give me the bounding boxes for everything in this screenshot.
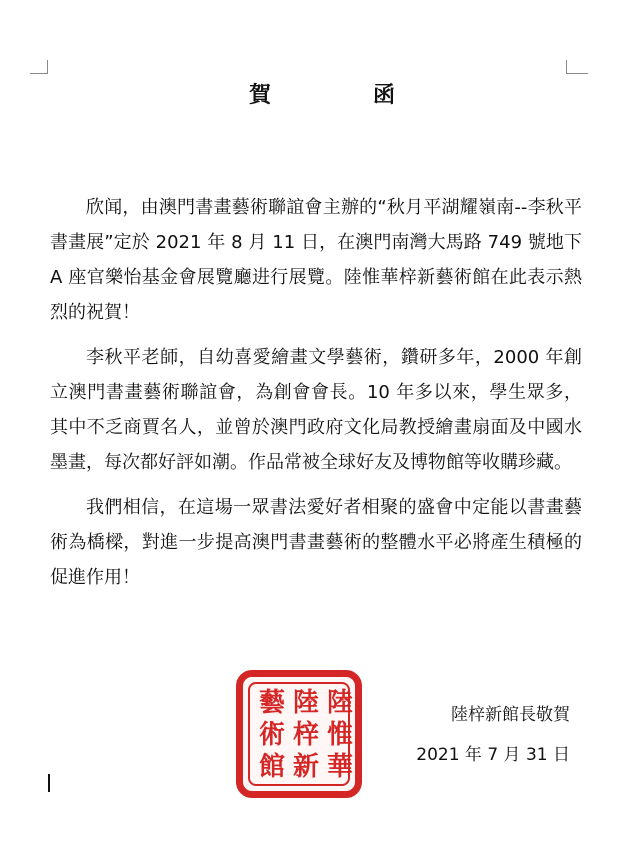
- seal-column-left: 藝 術 館: [258, 688, 285, 782]
- paragraph-1: 欣闻，由澳門書畫藝術聯誼會主辦的“秋月平湖耀嶺南--李秋平書畫展”定於 2021 年 8 月 11 日，在澳門南灣大馬路 749 號地下 A 座官樂怡基金會展覽廳进行展覽。陸惟華梓新藝術館在此表示熱烈的祝賀！: [50, 197, 582, 323]
- signature-line: 陸梓新館長敬賀: [451, 705, 570, 725]
- paragraph-3: 我們相信，在這場一眾書法愛好者相聚的盛會中定能以書畫藝術為橋樑，對進一步提高澳門書畫藝術的整體水平必將產生積極的促進作用！: [50, 497, 582, 588]
- letter-title: 賀 函: [248, 83, 435, 108]
- margin-marker-top-left: [30, 60, 48, 74]
- seal-column-right: 陸 惟 華: [326, 688, 353, 782]
- seal-column-middle: 陸 梓 新: [292, 688, 319, 782]
- text-cursor: [48, 774, 50, 792]
- margin-marker-top-right: [566, 60, 588, 74]
- paragraph-2: 李秋平老師，自幼喜愛繪畫文學藝術，鑽研多年，2000 年創立澳門書畫藝術聯誼會，為創會會長。10 年多以來，學生眾多，其中不乏商賈名人，並曾於澳門政府文化局教授繪畫扇面及中國水墨畫，每次都好評如潮。作品常被全球好友及博物館等收購珍藏。: [50, 347, 582, 473]
- red-seal-stamp: [236, 670, 362, 798]
- date-line: 2021 年 7 月 31 日: [416, 745, 570, 765]
- letter-body[interactable]: [50, 190, 582, 595]
